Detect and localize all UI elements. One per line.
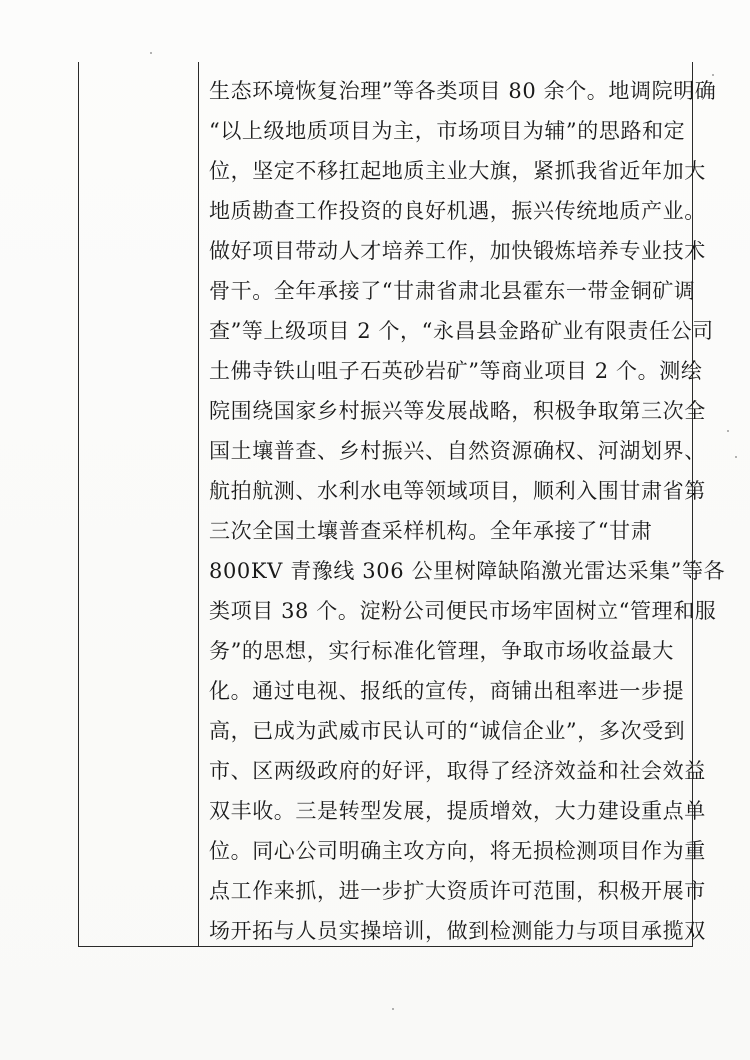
text-line: 市、区两级政府的好评，取得了经济效益和社会效益 <box>209 759 706 783</box>
scan-speck <box>392 1008 394 1010</box>
text-line: 双丰收。三是转型发展，提质增效，大力建设重点单 <box>209 799 706 823</box>
text-line: 院围绕国家乡村振兴等发展战略，积极争取第三次全 <box>209 399 706 423</box>
text-line: 务”的思想，实行标准化管理，争取市场收益最大 <box>209 639 674 663</box>
text-line: 航拍航测、水利水电等领域项目，顺利入围甘肃省第 <box>209 479 706 503</box>
text-line: 位，坚定不移扛起地质主业大旗，紧抓我省近年加大 <box>209 159 706 183</box>
text-line: 土佛寺铁山咀子石英砂岩矿”等商业项目 2 个。测绘 <box>209 359 703 383</box>
scan-speck <box>727 430 729 432</box>
text-line: 三次全国土壤普查采样机构。全年承接了“甘肃 <box>209 519 653 543</box>
text-line: 800KV 青豫线 306 公里树障缺陷激光雷达采集”等各 <box>209 559 726 583</box>
table-content-cell <box>199 62 726 946</box>
scan-speck <box>712 74 714 76</box>
text-line: 生态环境恢复治理”等各类项目 80 余个。地调院明确 <box>209 79 717 103</box>
text-line: 位。同心公司明确主攻方向，将无损检测项目作为重 <box>209 839 706 863</box>
text-line: 场开拓与人员实操培训，做到检测能力与项目承揽双 <box>209 919 706 943</box>
text-line: 查”等上级项目 2 个，“永昌县金路矿业有限责任公司 <box>209 319 714 343</box>
text-line: 化。通过电视、报纸的宣传，商铺出租率进一步提 <box>209 679 685 703</box>
text-line: 点工作来抓，进一步扩大资质许可范围，积极开展市 <box>209 879 706 903</box>
text-line: 高，已成为武威市民认可的“诚信企业”，多次受到 <box>209 719 686 743</box>
text-line: 地质勘查工作投资的良好机遇，振兴传统地质产业。 <box>209 199 706 223</box>
text-line: “以上级地质项目为主，市场项目为辅”的思路和定 <box>209 119 686 143</box>
text-line: 做好项目带动人才培养工作，加快锻炼培养专业技术 <box>209 239 706 263</box>
text-line: 骨干。全年承接了“甘肃省肃北县霍东一带金铜矿调 <box>209 279 696 303</box>
text-line: 类项目 38 个。淀粉公司便民市场牢固树立“管理和服 <box>209 599 717 623</box>
form-table <box>78 62 726 947</box>
table-label-cell <box>79 62 199 946</box>
scan-speck <box>735 456 737 458</box>
text-line: 国土壤普查、乡村振兴、自然资源确权、河湖划界、 <box>209 439 706 463</box>
scan-speck <box>150 52 152 54</box>
